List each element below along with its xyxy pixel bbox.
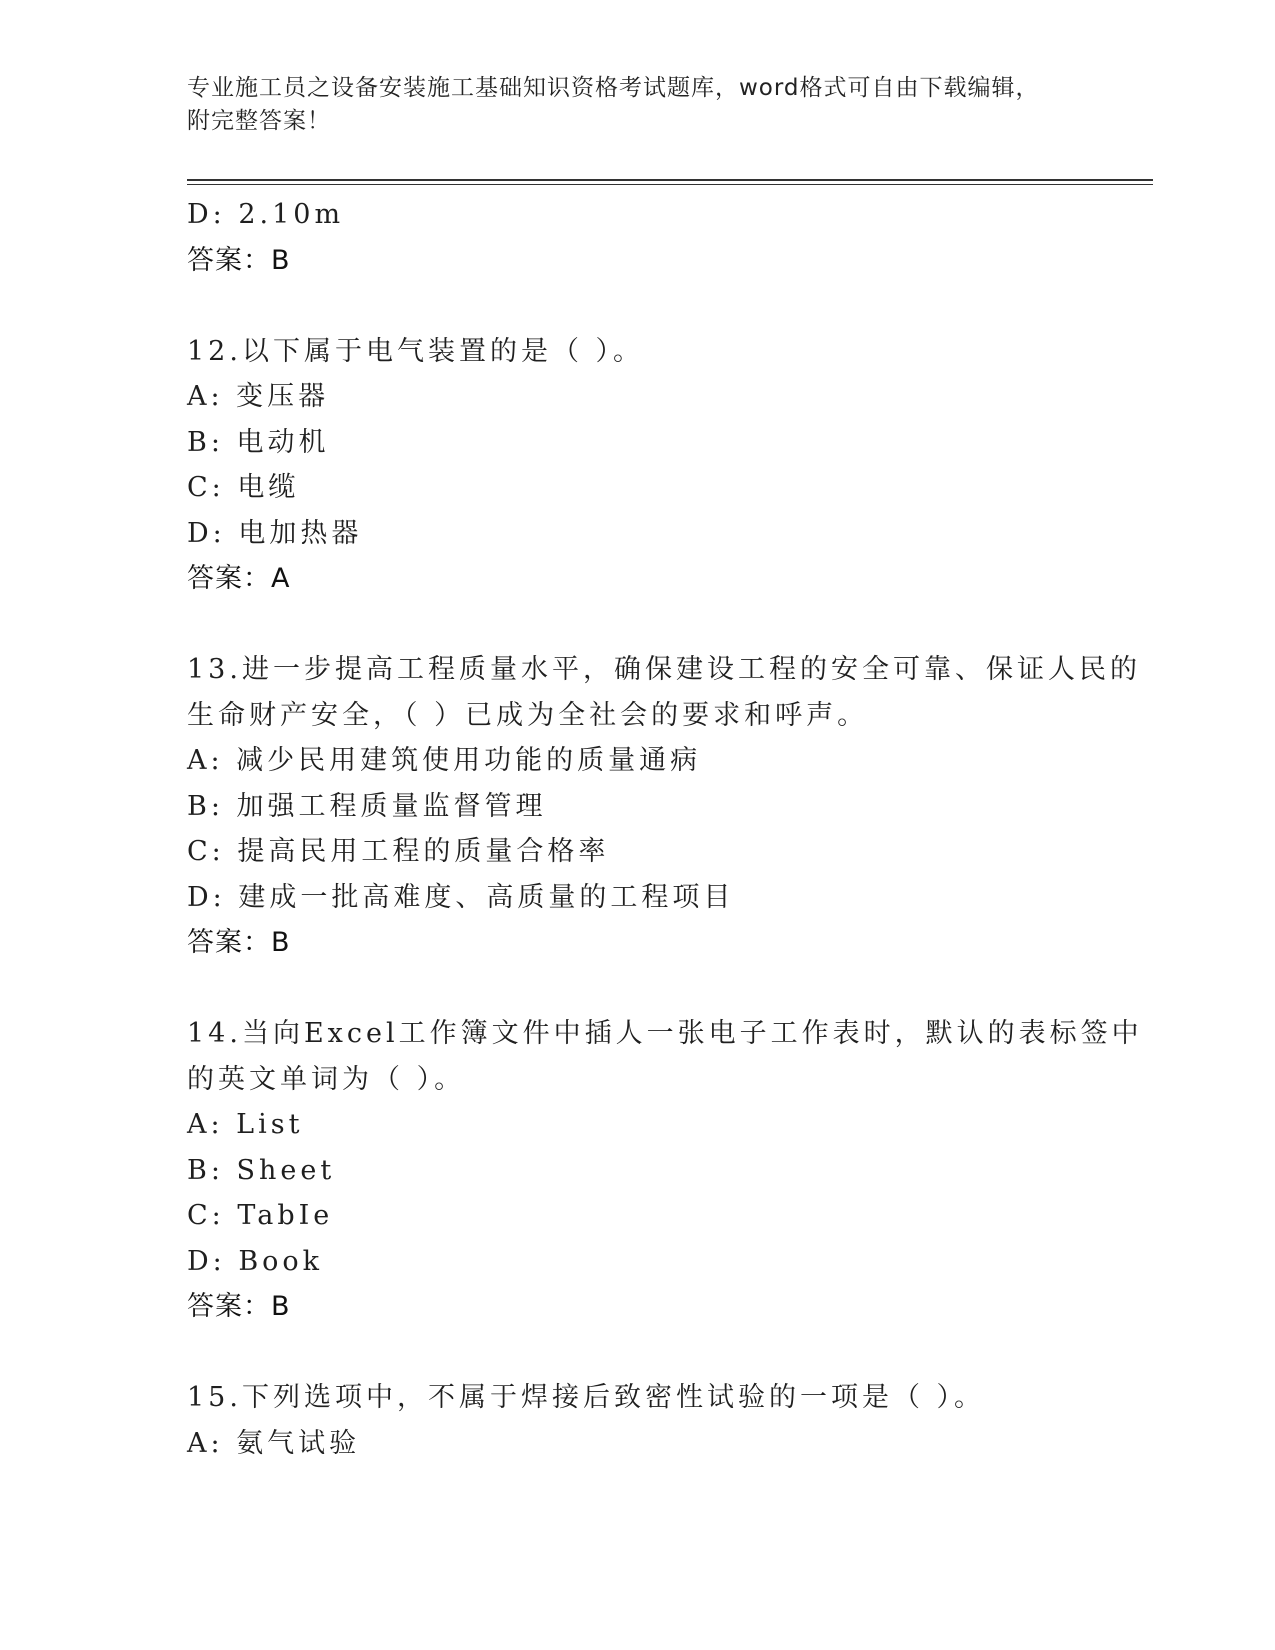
document-body [187,192,1143,1466]
option-b: B: 加强工程质量监督管理 [187,790,547,822]
option-c: C: 提高民用工程的质量合格率 [187,836,610,867]
question-15 [187,1375,1087,1466]
option-c: C: 电缆 [187,472,300,503]
answer: 答案：A [187,563,291,594]
document-header [187,72,1087,138]
spacer [187,602,1087,648]
option-d: D: 2.10m [187,199,345,230]
question-text: 15.下列选项中，不属于焊接后致密性试验的一项是（ ）。 [187,1382,986,1413]
option-a: A: 变压器 [187,381,330,412]
option-a: A: 减少民用建筑使用功能的质量通病 [187,745,702,776]
header-line-1: 专业施工员之设备安装施工基础知识资格考试题库，word格式可自由下载编辑， [187,75,1040,101]
option-c: C: TabIe [187,1200,334,1231]
question-13 [187,647,1141,966]
option-d: D: Book [187,1245,324,1277]
option-d: D: 建成一批高难度、高质量的工程项目 [187,881,735,913]
answer: 答案：B [187,927,291,958]
option-b: B: Sheet [187,1154,336,1186]
question-text-line-2: 的英文单词为（ ）。 [187,1063,466,1095]
question-14 [187,1011,1143,1330]
answer: 答案：B [187,244,291,276]
option-a: A: 氨气试验 [187,1427,361,1459]
question-text-line-1: 13.进一步提高工程质量水平，确保建设工程的安全可靠、保证人民的 [187,654,1141,685]
spacer [187,1330,1087,1376]
spacer [187,283,1087,329]
option-d: D: 电加热器 [187,517,363,549]
question-text: 12.以下属于电气装置的是（ ）。 [187,335,645,367]
option-b: B: 电动机 [187,426,330,458]
header-line-2: 附完整答案！ [187,108,331,134]
question-12 [187,329,1087,602]
spacer [187,966,1087,1012]
header-divider [187,179,1153,185]
answer: 答案：B [187,1291,291,1322]
question-text-line-2: 生命财产安全，（ ）已成为全社会的要求和呼声。 [187,699,869,731]
option-a: A: List [187,1109,304,1140]
question-text-line-1: 14.当向Excel工作簿文件中插人一张电子工作表时，默认的表标签中 [187,1018,1143,1049]
